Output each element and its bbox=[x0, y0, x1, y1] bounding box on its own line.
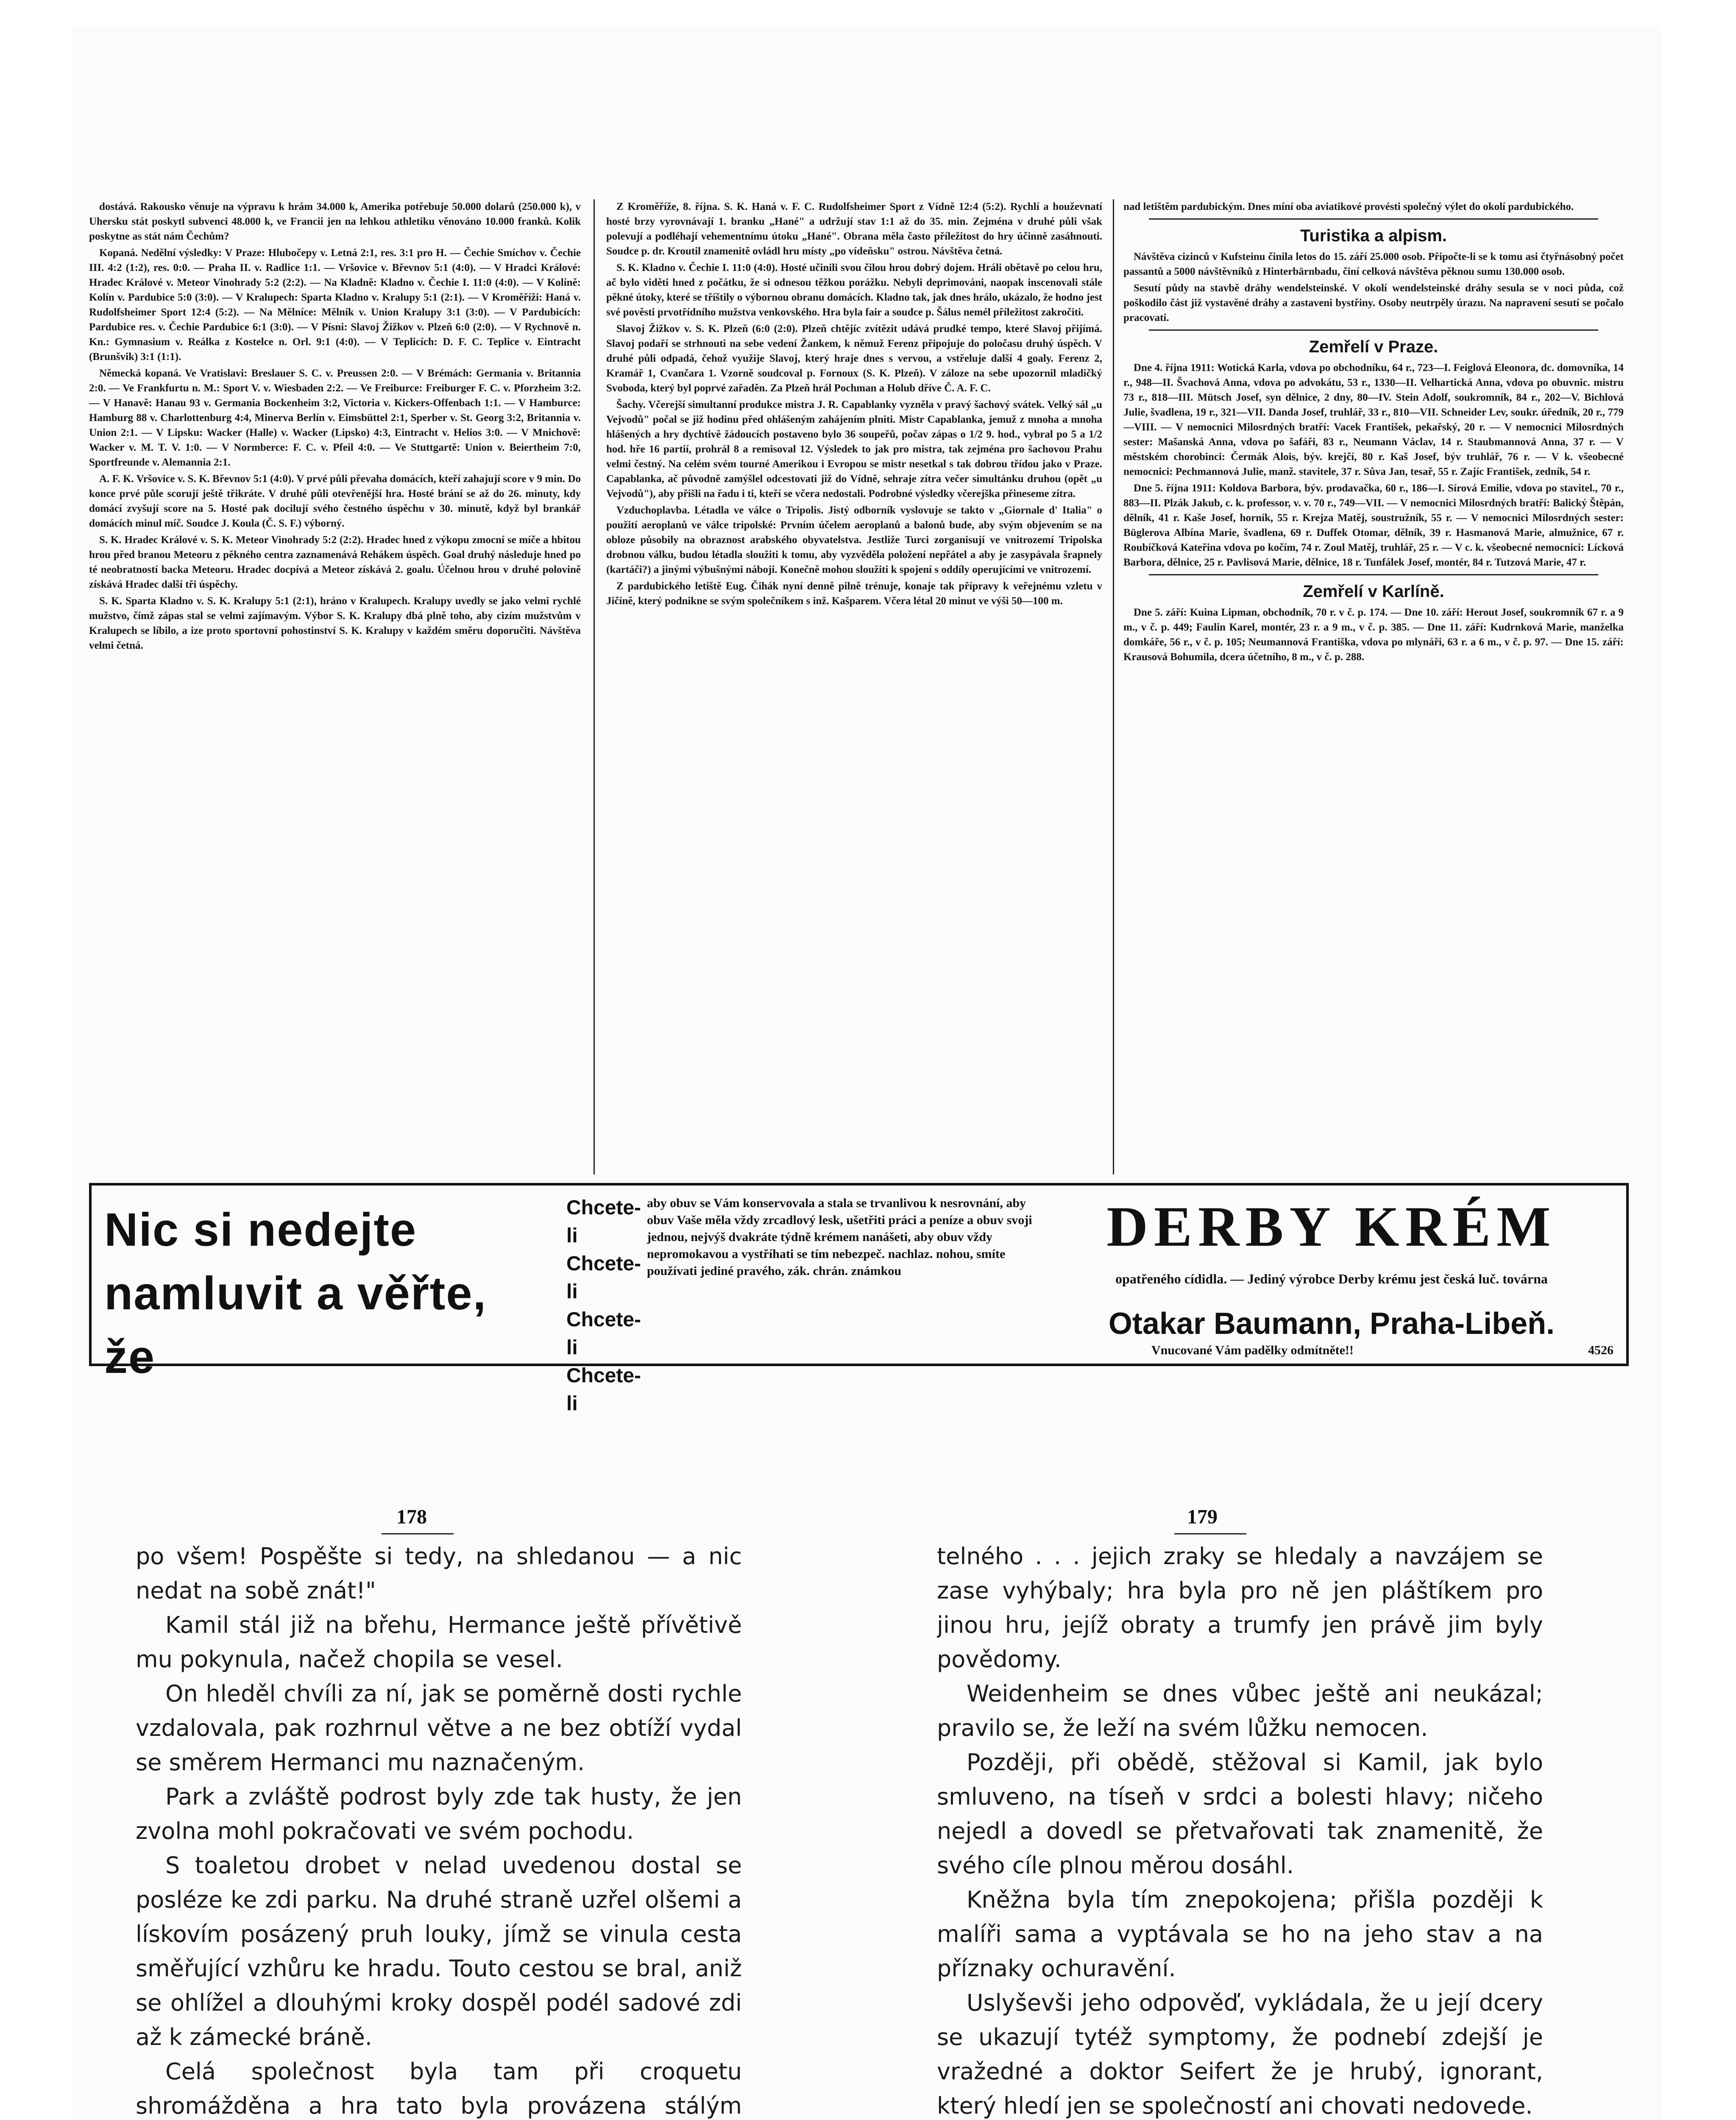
paragraph: telného . . . jejich zraky se hledaly a navzájem se zase vyhýbaly; hra byla pro ně jen pláštíkem pro jinou hru, jejíž obraty a trumfy jen právě jim byly povědomy. bbox=[937, 1543, 1543, 1673]
paragraph: Sesutí půdy na stavbě dráhy wendelsteinské. V okolí wendelsteinské dráhy sesula se v noci půda, což poškodilo část již vystavěné dráhy a zastaveni bystřiny. Osoby neutrpěly úrazu. Na napravení sesutí se počalo pracovati. bbox=[1123, 282, 1624, 324]
divider bbox=[1149, 329, 1598, 331]
column-rule bbox=[1113, 199, 1114, 1174]
column-sports bbox=[89, 199, 581, 1183]
paragraph: S. K. Kladno v. Čechie I. 11:0 (4:0). Hosté učinili svou čilou hrou dobrý dojem. Hráli obětavě po celou hru, ač bylo viděti hned z počátku, že si odnesou těžkou porážku. Nebyli deprimováni, naopak inscenovali stále pěkné útoky, které se tříštily o výbornou obranu domácích. Kladno tak, jak dnes hrálo, ukázalo, že hodno jest své pověsti prvotřídního mužstva venkovského. Hra byla fair a soudce p. Šálus nemél příležitost zakročiti. bbox=[606, 262, 1102, 318]
paragraph: Vzduchoplavba. Létadla ve válce o Tripolis. Jistý odborník vyslovuje se takto v „Giornale d' Italia" o použití aeroplanů ve válce tripolské: Prvním účelem aeroplanů a balonů bude, aby svým objevením se na obloze působily na obraznost arabského obyvatelstva. Jestliže Turci zorganisují ve vnitrozemí Tripolska drobnou válku, budou létadla sloužiti k tomu, aby vyzvěděla položení nepřátel a aby je zasypávala šrapnely (kartáči?) a jinými výbušnými náboji. Konečně mohou sloužiti k spojení s oddíly operujícími ve vnitrozemí. bbox=[606, 505, 1102, 575]
divider bbox=[1149, 574, 1598, 575]
column-rule bbox=[594, 199, 595, 1174]
section-heading: Turistika a alpism. bbox=[1300, 226, 1447, 245]
paragraph: nad letištěm pardubickým. Dnes míní oba aviatikové provésti společný výlet do okolí pardubického. bbox=[1123, 201, 1574, 212]
paragraph: Uslyševši jeho odpověď, vykládala, že u její dcery se ukazují tytéž symptomy, že podnebí zdejší je vražedné a doktor Seifert že je hrubý, ignorant, který hledí jen se společností ani chovati nedovede. bbox=[937, 1989, 1543, 2119]
paragraph: Dne 4. října 1911: Wotická Karla, vdova po obchodníku, 64 r., 723—I. Feiglová Eleonora, dc. domovníka, 14 r., 948—II. Švachová Anna, vdova po advokátu, 53 r., 1330—II. Velhartická Anna, vdova po obuvnic. mistru 73 r., 818—III. Mütsch Josef, syn dělnice, 2 dny, 80—IV. Stein Adolf, soukromník, 84 r., 202—V. Bichlová Julie, švadlena, 19 r., 321—VII. Danda Josef, truhlář, 33 r., 810—VII. Schneider Lev, soukr. úředník, 20 r., 779—VIII. — V nemocnici Milosrdných bratří: Vacek František, pekařský, 20 r. — V nemocnici Milosrdných sester: Mašanská Anna, vdova po šafáři, 83 r., Neumann Václav, 14 r. Staubmannová Anna, 37 r. — V městském chorobinci: Čermák Alois, býv. krejčí, 80 r. Kaš Josef, býv truhlář, 76 r. — V k. všeobecné nemocnici: Pechmannová Julie, manž. stavitele, 37 r. Sůva Jan, tesař, 55 r. Zajíc František, zedník, 54 r. bbox=[1123, 362, 1624, 477]
paragraph: Kněžna byla tím znepokojena; přišla později k malíři sama a vyptávala se ho na jeho stav a na příznaky ochuravění. bbox=[937, 1886, 1543, 1982]
paragraph: dostává. Rakousko věnuje na výpravu k hrám 34.000 k, Amerika potřebuje 50.000 dolarů (250.000 k), v Uhersku stát poskytl subvenci 48.000 k, ve Francii jen na lehkou athletiku věnováno 10.000 franků. Kolik poskytne as stát nám Čechům? bbox=[89, 201, 581, 242]
ad-chcete: Chcete-li bbox=[566, 1252, 641, 1303]
paragraph: Německá kopaná. Ve Vratislavi: Breslauer S. C. v. Preussen 2:0. — V Brémách: Germania v. Britannia 2:0. — Ve Frankfurtu n. M.: Sport V. v. Wiesbaden 2:2. — Ve Freiburce: Freiburger F. C. v. Pforzheim 3:2. — V Hanavě: Hanau 93 v. Germania Bockenheim 3:2, Victoria v. Kickers-Offenbach 1:1. — V Hamburce: Hamburg 88 v. Charlottenburg 4:4, Minerva Berlín v. Eimsbüttel 2:1, Sperber v. St. Georg 3:2, Britannia v. Union 2:1. — V Lipsku: Wacker (Halle) v. Wacker (Lipsko) 4:3, Eintracht v. Helios 3:0. — V Mnichově: Wacker v. M. T. V. 1:0. — V Normberce: F. C. v. Pfeil 4:0. — Ve Stuttgartě: Union v. Beiertheim 7:0, Sportfreunde v. Alemannia 2:1. bbox=[89, 368, 581, 468]
paragraph: Kopaná. Nedělní výsledky: V Praze: Hlubočepy v. Letná 2:1, res. 3:1 pro H. — Čechie Smíchov v. Čechie III. 4:2 (1:2), res. 0:0. — Praha II. v. Radlice 1:1. — Vršovice v. Břevnov 5:1 (4:0). — V Hradci Králové: Hradec Králové v. Meteor Vinohrady 5:2 (2:2). — Na Kladně: Kladno v. Čechie I. 11:0 (4:0). — V Kolíně: Kolín v. Pardubice 5:0 (3:0). — V Kralupech: Sparta Kladno v. Kralupy 5:1 (2:1). — V Kroměříži: Haná v. Rudolfsheimer Sport 12:4 (5:2). — Na Mělníce: Mělník v. Union Kralupy 3:1 (3:0). — V Pardubicích: Pardubice res. v. Čechie Pardubice 6:1 (3:0). — V Písni: Slavoj Žižkov v. Plzeň 6:0 (2:0). — V Rychnově n. Kn.: Gymnasium v. Reálka z Kostelce n. Orl. 9:1 (4:0). — V Teplicích: D. F. C. Teplice v. Eintracht (Brunšvik) 3:1 (1:1). bbox=[89, 247, 581, 363]
newspaper-columns bbox=[89, 199, 1624, 1174]
ad-chcete: Chcete-li bbox=[566, 1197, 641, 1247]
ad-brand-sub: opatřeného cídidla. — Jediný výrobce Derby krému jest česká luč. továrna bbox=[1115, 1271, 1548, 1286]
page-number-rule bbox=[382, 1533, 454, 1534]
paragraph: S. K. Hradec Králové v. S. K. Meteor Vinohrady 5:2 (2:2). Hradec hned z výkopu zmocní se míče a hbitou hrou před branou Meteoru z pěkného centra zaznamenává Rehákem úspěch. Goal druhý následuje hned po té neobratností backa Meteoru. Hradec docpívá a Meteor získává 2. goalu. Účelnou hrou v druhé polovině získává Hradec další tři úspěchy. bbox=[89, 534, 581, 590]
paragraph: Později, při obědě, stěžoval si Kamil, jak bylo smluveno, na tíseň v srdci a bolesti hlavy; ničeho nejedl a dovedl se přetvařovati tak znamenitě, že svého cíle plnou měrou dosáhl. bbox=[937, 1749, 1543, 1879]
paragraph: Z Kroměříže, 8. října. S. K. Haná v. F. C. Rudolfsheimer Sport z Vídně 12:4 (5:2). Rychlí a houževnatí hosté brzy vyrovnávají 1. branku „Hané" a udržují stav 1:1 až do 35. min. Zejména v druhé půli však polevují a podléhají vehementnímu útoku „Hané". Obrana měla často příležitost do hry účinně zasáhnouti. Soudce p. dr. Kroutil znamenitě ovládl hru místy „po vídeňsku" ostrou. Návštěva četná. bbox=[606, 201, 1102, 257]
paragraph: Dne 5. října 1911: Koldova Barbora, býv. prodavačka, 60 r., 186—I. Sírová Emilie, vdova po stavitel., 70 r., 883—II. Plzák Jakub, c. k. professor, v. v. 70 r., 749—VII. — V nemocnici Milosrdných bratří: Balický Štěpán, dělník, 41 r. Kaše Josef, horník, 55 r. Krejza Matěj, soustružník, 55 r. — V nemocnici Milosrdných sester: Büglerova Albína Marie, švadlena, 69 r. Duffek Otomar, dělník, 39 r. Hasmanová Marie, almužnice, 67 r. Roubíčková Kateřina vdova po kočím, 74 r. Zoul Matěj, truhlář, 25 r. — V c. k. všeobecné nemocnici: Lícková Barbora, dělnice, 25 r. Pavlisová Marie, dělnice, 18 r. Tunfálek Josef, montér, 84 r. Tutzová Marie, 47 r. bbox=[1123, 483, 1624, 568]
ad-brand: DERBY KRÉM bbox=[1106, 1195, 1557, 1258]
ad-note: Vnucované Vám padělky odmítněte!! bbox=[1151, 1343, 1354, 1357]
paragraph: Weidenheim se dnes vůbec ještě ani neukázal; pravilo se, že leží na svém lůžku nemocen. bbox=[937, 1680, 1543, 1741]
paragraph: On hleděl chvíli za ní, jak se poměrně dosti rychle vzdalovala, pak rozhrnul větve a ne bez obtíží vydal se směrem Hermanci mu naznačeným. bbox=[136, 1680, 742, 1776]
novel-page-right bbox=[937, 1539, 1543, 2120]
paragraph: Z pardubického letiště Eug. Čihák nyní denně pilně trénuje, konaje tak přípravy k veřejnému vzletu v Jičíně, který podnikne se svým společníkem s inž. Kašparem. Včera létal 20 minut ve výši 50—100 m. bbox=[606, 580, 1102, 607]
page-number-left: 178 bbox=[396, 1506, 427, 1528]
column-reports bbox=[606, 199, 1102, 1183]
divider bbox=[1149, 218, 1598, 220]
section-heading: Zemřelí v Praze. bbox=[1309, 338, 1438, 356]
paragraph: Slavoj Žižkov v. S. K. Plzeň (6:0 (2:0). Plzeň chtějíc zvítězit udává prudké tempo, které Slavoj přijímá. Slavoj podaří se strhnouti na sebe vedení Žankem, k němuž Ferenz připojuje do poločasu druhý úspěch. V druhé půli odpadá, čehož využije Slavoj, který hraje dnes s vervou, a vstřeluje další 4 goaly. Ferenz 2, Kramář 1, Cvančara 1. Vzorně soudcoval p. Fornoux (S. K. Plzeň). V záloze na sebe upozornil mladičký Svoboda, který byl poprvé zařaděn. Za Plzeň hrál Pochman a Holub dříve Č. A. F. C. bbox=[606, 323, 1102, 394]
ad-body: aby obuv se Vám konservovala a stala se trvanlivou k nesrovnání, aby obuv Vaše měla vždy zrcadlový lesk, ušetřiti práci a peníze a obuv svoji jednou, nejvýš dvakráte týdně krémem nanášeti, aby obuv vždy nepromokavou a vystříhati se tím nebezpeč. nachlaz. nohou, smíte používati jediné pravého, zák. chrán. známkou bbox=[647, 1196, 1032, 1278]
column-notices bbox=[1123, 199, 1624, 1183]
paragraph: po všem! Pospěšte si tedy, na shledanou — a nic nedat na sobě znát!" bbox=[136, 1543, 742, 1604]
ad-code: 4526 bbox=[1588, 1343, 1613, 1357]
paragraph: A. F. K. Vršovice v. S. K. Břevnov 5:1 (4:0). V prvé půli převaha domácích, kteří zahajují score v 9 min. Do konce prvé půle scorují ještě třikráte. V druhé půli otevřenější hra. Hosté brání se až do 26. minuty, kdy domácí zvyšují score na 5. Hosté pak docilují svého čestného úspěchu v 30. minutě, když byl brankář domácích minul míč. Soudce J. Koula (Č. S. F.) výborný. bbox=[89, 473, 581, 529]
page-number-rule bbox=[1174, 1533, 1246, 1534]
paragraph: Park a zvláště podrost byly zde tak husty, že jen zvolna mohl pokračovati ve svém pochodu. bbox=[136, 1783, 742, 1844]
novel-page-left bbox=[136, 1539, 742, 2120]
paragraph: S. K. Sparta Kladno v. S. K. Kralupy 5:1 (2:1), hráno v Kralupech. Kralupy uvedly se jako velmi rychlé mužstvo, čímž zápas stal se velmi zajímavým. Výbor S. K. Kralupy dbá plně toho, aby cizím mužstvům v Kralupech se líbilo, a ize proto sportovní pohostinství S. K. Kralupy v každém směru doporučiti. Návštěva velmi četná. bbox=[89, 595, 581, 651]
paragraph: Celá společnost byla tam při croquetu shromážděna a hra tato byla provázena stálým bbox=[136, 2058, 742, 2119]
paragraph: Návštěva cizinců v Kufsteinu činila letos do 15. září 25.000 osob. Připočte-li se k tomu asi čtyřnásobný počet passantů a 5000 návštěvníků z Hinterbärnbadu, činí celková návštěva pěknou sumu 130.000 osob. bbox=[1123, 251, 1624, 277]
page-number-right: 179 bbox=[1187, 1506, 1218, 1528]
paragraph: Dne 5. září: Kuina Lipman, obchodník, 70 r. v č. p. 174. — Dne 10. září: Herout Josef, soukromník 67 r. a 9 m., v č. p. 449; Faulin Karel, montér, 23 r. a 9 m., v č. p. 385. — Dne 11. září: Kudrnková Marie, manželka domkáře, 56 r., v č. p. 105; Neumannová Františka, vdova po mlynáři, 63 r. a 6 m., v č. p. 97. — Dne 15. září: Krausová Bohumila, dcera účetního, 8 m., v č. p. 288. bbox=[1123, 607, 1624, 663]
paragraph: Šachy. Včerejší simultanní produkce mistra J. R. Capablanky vyzněla v pravý šachový svátek. Velký sál „u Vejvodů" počal se již hodinu před ohlášeným zahájením plniti. Mistr Capablanka, jemuž z mnoha a mnoha hlášených a hry dychtivě žádoucích postaveno bylo 36 soupeřů, počav zápas o 1/2 9. hod., vybral po 5 a 1/2 hod. hře 16 partií, prohrál 8 a remisoval 12. Výsledek to jak pro mistra, tak zejména pro šachovou Prahu velmi čestný. Na celém svém tourné Amerikou i Evropou se mistr nesetkal s tak dobrou třídou jako v Praze. Capablanka, ač původně zamýšlel odcestovati již do Vídně, sehraje zítra večer simultánku druhou (opět „u Vejvodů"), aby přišli na řadu i ti, kteří se včera nedostali. Podrobné výsledky včerejška přineseme zítra. bbox=[606, 399, 1102, 499]
section-heading: Zemřelí v Karlíně. bbox=[1303, 582, 1444, 601]
advertisement bbox=[89, 1183, 1629, 1415]
ad-chcete: Chcete-li bbox=[566, 1364, 641, 1415]
ad-maker: Otakar Baumann, Praha-Libeň. bbox=[1108, 1307, 1555, 1341]
paragraph: S toaletou drobet v nelad uvedenou dostal se posléze ke zdi parku. Na druhé straně uzřel olšemi a lískovím posázený pruh louky, jímž se vinula cesta směřující vzhůru ke hradu. Touto cestou se bral, aniž se ohlížel a dlouhými kroky dospěl podél sadové zdi až k zámecké bráně. bbox=[136, 1852, 742, 2050]
paragraph: Kamil stál již na břehu, Hermance ještě přívětivě mu pokynula, načež chopila se vesel. bbox=[136, 1612, 742, 1673]
ad-headline: Nic si nedejte namluvit a věřte, že bbox=[104, 1204, 487, 1383]
ad-chcete: Chcete-li bbox=[566, 1308, 641, 1359]
ad-chcete-list bbox=[566, 1194, 641, 1418]
